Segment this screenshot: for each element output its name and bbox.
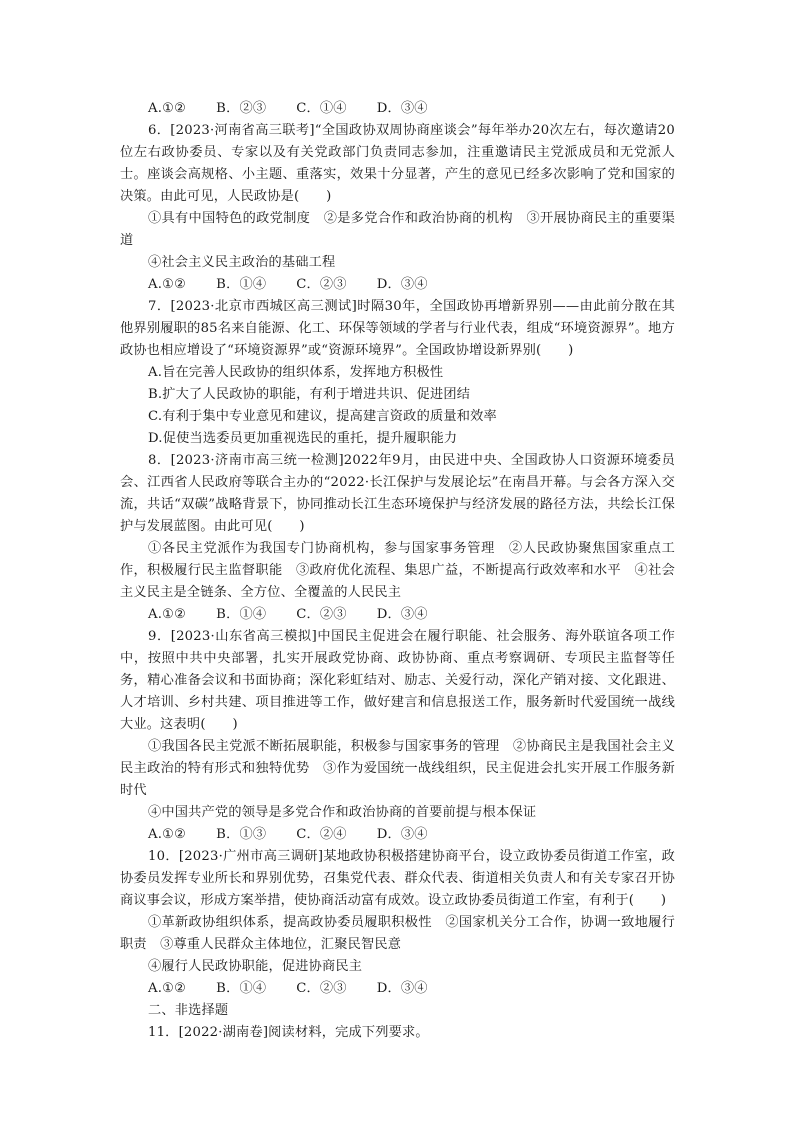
answer-options-row	[120, 274, 675, 296]
answer-option: C．②④	[296, 827, 347, 842]
answer-options-row	[120, 978, 675, 1000]
text-line: C.有利于集中专业意见和建议，提高建言资政的质量和效率	[148, 409, 497, 424]
answer-option: D．③④	[376, 607, 428, 622]
answer-option: B．②③	[216, 101, 267, 116]
text-line: D.促使当选委员更加重视选民的重托，提升履职能力	[148, 431, 458, 446]
answer-option: D．③④	[376, 277, 428, 292]
answer-option: C．①④	[296, 101, 347, 116]
question-paragraph: 9．[2023·山东省高三模拟]中国民主促进会在履行职能、社会服务、海外联谊各项工作中，按照中共中央部署，扎实开展政党协商、政协协商、重点考察调研、专项民主监督等任务，精心准备会议和书面协商；深化彩虹结对、励志、关爱行动，深化产销对接、文化跟进、人才培训、乡村共建、项目推进等工作，做好建言和信息报送工作，服务新时代爱国统一战线大业。这表明( )	[120, 629, 675, 732]
answer-option: B．①④	[216, 607, 267, 622]
question-paragraph: ①各民主党派作为我国专门协商机构，参与国家事务管理 ②人民政协聚焦国家重点工作，积极履行民主监督职能 ③政府优化流程、集思广益，不断提高行政效率和水平 ④社会主义民主是全链条、全方位、全覆盖的人民民主	[120, 541, 675, 600]
answer-option: A.①②	[148, 277, 187, 292]
answer-option: B．①④	[216, 981, 267, 996]
answer-option: C．②③	[296, 981, 347, 996]
text-line: A.旨在完善人民政协的组织体系，发挥地方积极性	[148, 365, 444, 380]
question-paragraph: 6．[2023·河南省高三联考]“全国政协双周协商座谈会”每年举办20次左右，每次邀请20位左右政协委员、专家以及有关党政部门负责同志参加，注重邀请民主党派成员和无党派人士。座谈会高规格、小主题、重落实，效果十分显著，产生的意见已经多次影响了党和国家的决策。由此可见，人民政协是( )	[120, 123, 675, 204]
text-line: ④社会主义民主政治的基础工程	[148, 255, 336, 270]
text-line: ④中国共产党的领导是多党合作和政治协商的首要前提与根本保证	[148, 805, 537, 820]
answer-option: A.①②	[148, 981, 187, 996]
answer-option: D．③④	[376, 981, 428, 996]
text-line: ④履行人民政协职能，促进协商民主	[148, 959, 363, 974]
answer-options-row	[120, 98, 675, 120]
text-line: 二、非选择题	[148, 1003, 229, 1018]
answer-options-row	[120, 604, 675, 626]
question-paragraph: 7．[2023·北京市西城区高三测试]时隔30年，全国政协再增新界别——由此前分散在其他界别履职的85名来自能源、化工、环保等领域的学者与行业代表，组成“环境资源界”。地方政协也相应增设了“环境资源界”或“资源环境界”。全国政协增设新界别( )	[120, 299, 675, 358]
answer-option: A.①②	[148, 101, 187, 116]
answer-option: A.①②	[148, 607, 187, 622]
document-body	[120, 98, 675, 1044]
answer-option: B．①③	[216, 827, 267, 842]
answer-option: D．③④	[376, 827, 428, 842]
question-paragraph: 10．[2023·广州市高三调研]某地政协积极搭建协商平台，设立政协委员街道工作室，政协委员发挥专业所长和界别优势，召集党代表、群众代表、街道相关负责人和有关专家召开协商议事会议，形成方案举措，使协商活动富有成效。设立政协委员街道工作室，有利于( )	[120, 849, 675, 908]
answer-option: D．③④	[376, 101, 428, 116]
question-paragraph: ①革新政协组织体系，提高政协委员履职积极性 ②国家机关分工合作，协调一致地履行职责 ③尊重人民群众主体地位，汇聚民智民意	[120, 915, 675, 952]
question-paragraph: ①具有中国特色的政党制度 ②是多党合作和政治协商的机构 ③开展协商民主的重要渠道	[120, 211, 675, 248]
answer-option: B．①④	[216, 277, 267, 292]
answer-option: C．②③	[296, 607, 347, 622]
text-line: B.扩大了人民政协的职能，有利于增进共识、促进团结	[148, 387, 471, 402]
question-paragraph: 8．[2023·济南市高三统一检测]2022年9月，由民进中央、全国政协人口资源环境委员会、江西省人民政府等联合主办的“2022·长江保护与发展论坛”在南昌开幕。与会各方深入交流，共话“双碳”战略背景下，协同推动长江生态环境保护与经济发展的路径方法，共绘长江保护与发展蓝图。由此可见( )	[120, 453, 675, 534]
question-paragraph: ①我国各民主党派不断拓展职能，积极参与国家事务的管理 ②协商民主是我国社会主义民主政治的特有形式和独特优势 ③作为爱国统一战线组织，民主促进会扎实开展工作服务新时代	[120, 739, 675, 798]
answer-options-row	[120, 824, 675, 846]
answer-option: A.①②	[148, 827, 187, 842]
answer-option: C．②③	[296, 277, 347, 292]
text-line: 11．[2022·湖南卷]阅读材料，完成下列要求。	[148, 1025, 429, 1040]
